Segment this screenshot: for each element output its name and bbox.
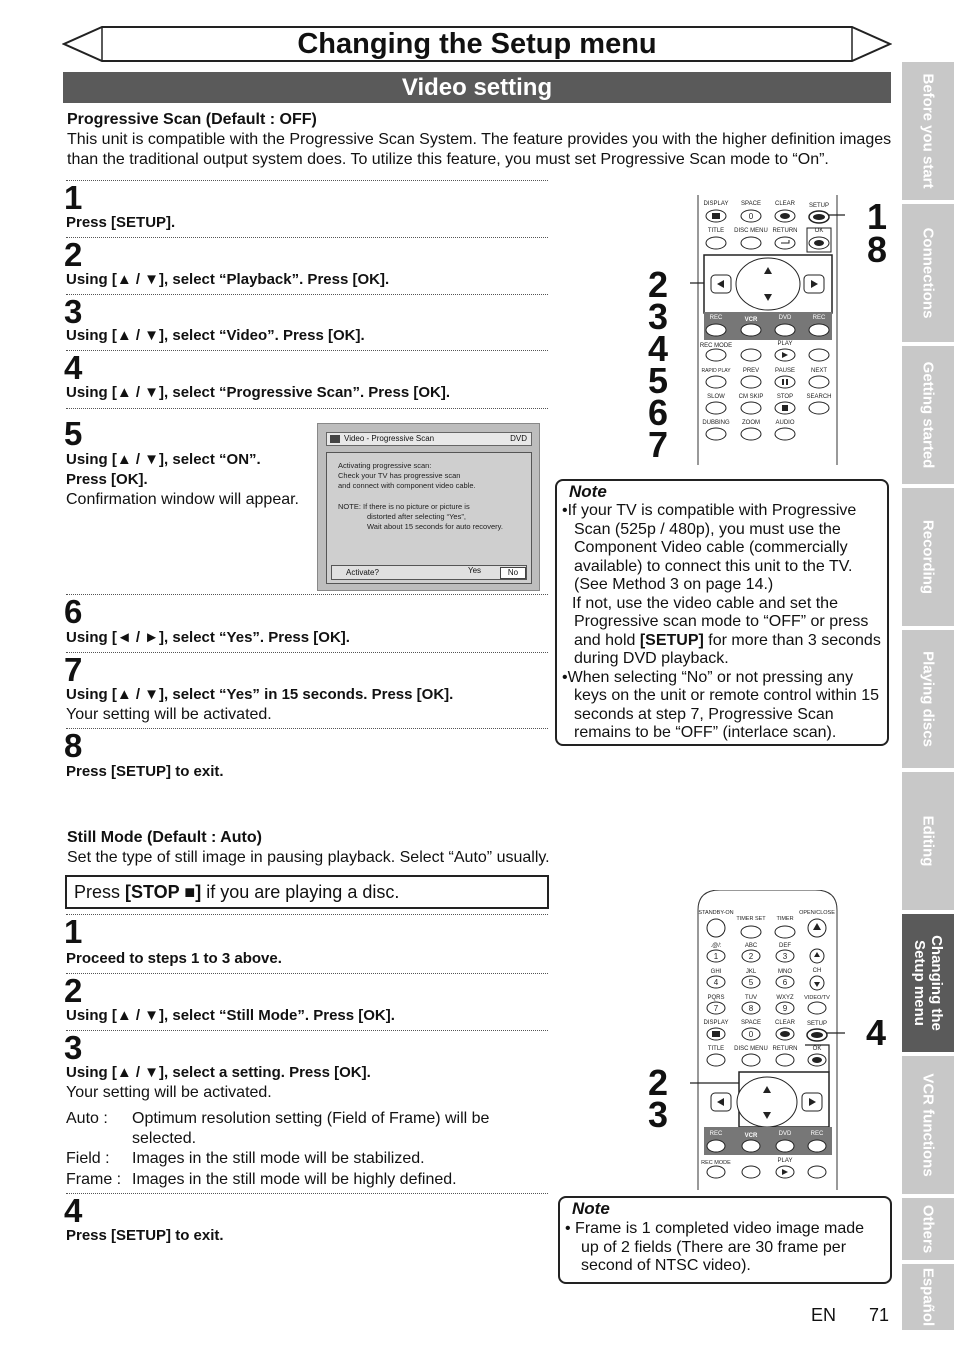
remote-key-label: DUBBING — [702, 420, 730, 426]
remote-key-label: CLEAR — [774, 201, 796, 207]
still-heading: Still Mode (Default : Auto) — [67, 829, 262, 846]
step-number: 4 — [64, 349, 83, 386]
remote-key-label: REC MODE — [699, 343, 733, 349]
svg-text:5: 5 — [748, 978, 754, 987]
svg-text:1: 1 — [713, 952, 719, 961]
remote-key-label: TUV — [745, 995, 757, 1001]
callout-step: 6 — [648, 392, 669, 433]
step-number: 5 — [64, 415, 83, 452]
instruction-text: if you are playing a disc. — [201, 882, 400, 902]
remote-key-label: 0 — [748, 212, 754, 221]
divider — [66, 594, 548, 595]
step-instruction: Using [▲ / ▼], select “Playback”. Press [OK]. — [66, 271, 390, 288]
language-code: EN — [811, 1305, 837, 1325]
remote-key-label: RETURN — [772, 228, 798, 234]
osd-note-line: NOTE: If there is no picture or picture is — [338, 502, 470, 511]
osd-line: and connect with component video cable. — [338, 481, 476, 490]
svg-text:0: 0 — [748, 1030, 754, 1039]
callout-step: 3 — [648, 296, 669, 337]
remote-key-label: ZOOM — [742, 420, 760, 426]
remote-key-label: DEF — [779, 943, 791, 949]
stop-disc-instruction — [65, 875, 549, 909]
section-heading: Video setting — [63, 72, 891, 103]
step-number: 1 — [64, 913, 83, 950]
callout-step: 5 — [648, 360, 669, 401]
cursor-pad — [736, 258, 800, 310]
remote-key-label: DISC MENU — [734, 1046, 768, 1052]
remote-key-label: REC — [709, 1131, 723, 1137]
remote-key-label: SETUP — [806, 1021, 828, 1027]
remote-key-label: DISC MENU — [734, 228, 768, 234]
note-paragraph — [562, 595, 882, 669]
tab-label: Others — [919, 1204, 937, 1254]
osd-note-line: distorted after selecting “Yes”, — [367, 512, 466, 521]
disc-menu-button — [741, 237, 761, 249]
remote-key-label: NEXT — [810, 368, 828, 374]
remote-key-label: DISPLAY — [703, 201, 729, 207]
divider — [66, 294, 548, 295]
tab-label: VCR functions — [919, 1073, 937, 1177]
option-key: Auto : — [66, 1110, 108, 1127]
step-result: Confirmation window will appear. — [66, 491, 299, 508]
step-instruction: Press [SETUP] to exit. — [66, 1227, 224, 1244]
osd-message-panel — [326, 452, 532, 584]
remote-key-label: REC — [709, 315, 723, 321]
remote-key-label: VCR — [744, 1133, 758, 1139]
step-number: 2 — [64, 236, 83, 273]
step-number: 4 — [64, 1192, 83, 1229]
remote-control-diagram-1 — [690, 195, 845, 465]
step-instruction: Using [▲ / ▼], select “Still Mode”. Press [OK]. — [66, 1007, 395, 1024]
svg-text:9: 9 — [782, 1004, 788, 1013]
step-instruction: Using [▲ / ▼], select a setting. Press [OK]. — [66, 1064, 371, 1081]
step-number: 6 — [64, 593, 83, 630]
tab-editing[interactable] — [902, 772, 954, 910]
option-key: Frame : — [66, 1171, 122, 1188]
remote-key-label: PREV — [742, 368, 760, 374]
remote-key-label: DVD — [778, 1131, 792, 1137]
callout-step: 2 — [648, 264, 669, 305]
divider — [66, 1030, 548, 1031]
remote-key-label: REC — [810, 1131, 824, 1137]
callout-step: 3 — [648, 1094, 669, 1135]
option-desc: Images in the still mode will be highly defined. — [132, 1171, 457, 1188]
remote-key-label: DISPLAY — [703, 1020, 729, 1026]
remote-key-label: OK — [814, 228, 824, 234]
remote-key-label: OPEN/CLOSE — [799, 910, 835, 916]
remote-key-label: TIMER — [776, 916, 794, 922]
remote-key-label: VCR — [744, 317, 758, 323]
progressive-heading: Progressive Scan (Default : OFF) — [67, 111, 317, 128]
callout-step: 8 — [867, 229, 888, 270]
note-box-progressive — [555, 479, 889, 746]
osd-line: Activating progressive scan: — [338, 461, 432, 470]
step-number: 3 — [64, 1029, 83, 1066]
svg-text:6: 6 — [782, 978, 788, 987]
tab-getting-started[interactable] — [902, 346, 954, 484]
option-desc: Optimum resolution setting (Field of Frame) will be — [132, 1110, 490, 1127]
tab-label: Before you start — [919, 73, 937, 189]
progressive-intro: This unit is compatible with the Progressive Scan System. The feature provides you with the higher definition images than the traditional output system does. To utilize this feature, you must set Progressive Scan mode to “On”. — [67, 131, 892, 168]
callout-step: 4 — [648, 328, 669, 369]
note-title: Note — [572, 1199, 610, 1218]
remote-key-label: PLAY — [777, 341, 793, 347]
remote-key-label: OK — [812, 1046, 822, 1052]
step-instruction: Using [▲ / ▼], select “Video”. Press [OK]. — [66, 327, 365, 344]
svg-text:2: 2 — [748, 952, 754, 961]
osd-titlebar — [326, 432, 532, 446]
remote-key-label: SETUP — [808, 203, 830, 209]
remote-key-label: .@/: — [710, 943, 722, 949]
note-text: for more than 3 seconds during DVD playback. — [574, 631, 881, 667]
step-instruction: Press [SETUP]. — [66, 214, 176, 231]
osd-title: Video - Progressive Scan — [344, 434, 435, 443]
divider — [66, 914, 548, 915]
option-key: Field : — [66, 1150, 110, 1167]
svg-text:7: 7 — [713, 1004, 719, 1013]
title-button — [706, 237, 726, 249]
page-number: 71 — [869, 1305, 890, 1325]
remote-key-label: RAPID PLAY — [701, 368, 731, 374]
page-title: Changing the Setup menu — [297, 28, 657, 60]
remote-key-label: DVD — [778, 315, 792, 321]
remote-key-label: MNO — [778, 969, 792, 975]
note-text: If not, use the video cable and set the Progressive scan mode to “OFF” or press and hold — [572, 594, 869, 649]
remote-key-label: CH — [812, 968, 822, 974]
svg-text:8: 8 — [748, 1004, 754, 1013]
step-instruction: Using [▲ / ▼], select “Progressive Scan”. Press [OK]. — [66, 384, 450, 401]
step-number: 8 — [64, 727, 83, 764]
callout-step: 1 — [867, 196, 888, 237]
tab-label: Editing — [919, 815, 937, 867]
divider — [66, 973, 548, 974]
remote-key-label: SEARCH — [806, 394, 832, 400]
remote-control-diagram-2 — [690, 890, 845, 1190]
tab-playing-discs[interactable] — [902, 630, 954, 768]
remote-key-label: STANDBY-ON — [698, 910, 734, 916]
tab-vcr-functions[interactable] — [902, 1056, 954, 1194]
remote-key-label: PQRS — [707, 995, 725, 1001]
stop-key-label: [STOP ■] — [125, 882, 202, 902]
divider — [66, 408, 548, 409]
note-paragraph: • Frame is 1 completed video image made up of 2 fields (There are 30 frame per second of NTSC video). — [565, 1220, 865, 1274]
remote-key-label: AUDIO — [775, 420, 795, 426]
still-intro: Set the type of still image in pausing playback. Select “Auto” usually. — [67, 849, 550, 866]
instruction-text: Press — [74, 882, 126, 902]
remote-key-label: TITLE — [707, 228, 725, 234]
remote-key-label: ABC — [744, 943, 758, 949]
callout-step: 4 — [866, 1012, 887, 1053]
osd-activate-row — [331, 565, 527, 580]
tab-recording[interactable] — [902, 488, 954, 626]
svg-text:4: 4 — [713, 978, 719, 987]
tab-label: Español — [919, 1267, 937, 1327]
note-paragraph: •When selecting “No” or not pressing any keys on the unit or remote control within 15 seconds at step 7, Progressive Scan remains to be “OFF” (interlace scan). — [562, 668, 880, 741]
osd-line: Check your TV has progressive scan — [338, 471, 461, 480]
remote-key-label: PLAY — [777, 1158, 793, 1164]
step-number: 1 — [64, 179, 83, 216]
tab-label: Connections — [919, 227, 937, 319]
osd-yes-option[interactable]: Yes — [468, 566, 482, 575]
step-result: Your setting will be activated. — [66, 706, 272, 723]
step-instruction: Proceed to steps 1 to 3 above. — [66, 950, 282, 967]
note-paragraph: •If your TV is compatible with Progressive Scan (525p / 480p), you must use the Component Video cable (commercially available) to connect this unit to the TV. (See Method 3 on page 14.) — [562, 502, 857, 593]
tab-changing-the-setup-menu[interactable] — [902, 914, 954, 1052]
tab-espanol[interactable] — [902, 1264, 954, 1330]
divider — [66, 652, 548, 653]
osd-confirmation-window — [317, 423, 540, 591]
remote-key-label: VIDEO/TV — [804, 995, 830, 1001]
note-title: Note — [569, 482, 607, 501]
note-body — [565, 1220, 885, 1276]
step-number: 3 — [64, 293, 83, 330]
remote-key-label: WXYZ — [776, 995, 794, 1001]
option-desc: selected. — [132, 1130, 197, 1147]
callout-step: 2 — [648, 1062, 669, 1103]
remote-key-label: TIMER SET — [736, 916, 766, 922]
osd-dvd-badge: DVD — [510, 434, 527, 443]
note-emphasis: [SETUP] — [639, 631, 704, 649]
divider — [66, 1193, 548, 1194]
option-desc: Images in the still mode will be stabilized. — [132, 1150, 425, 1167]
note-box-still — [558, 1196, 892, 1284]
remote-key-label: PAUSE — [775, 368, 795, 374]
step-number: 2 — [64, 972, 83, 1009]
step-instruction: Press [OK]. — [66, 471, 148, 488]
remote-key-label: GHI — [710, 969, 722, 975]
callout-step: 7 — [648, 424, 669, 465]
tab-others[interactable] — [902, 1198, 954, 1260]
step-result: Your setting will be activated. — [66, 1084, 272, 1101]
tab-label: Changing the Setup menu — [911, 935, 945, 1031]
osd-no-option[interactable]: No — [500, 567, 526, 579]
play-icon — [330, 435, 340, 443]
remote-key-label: REC MODE — [701, 1160, 731, 1166]
tab-connections[interactable] — [902, 204, 954, 342]
step-instruction: Using [▲ / ▼], select “ON”. — [66, 451, 261, 468]
divider — [66, 180, 548, 181]
divider — [66, 728, 548, 729]
osd-prompt: Activate? — [346, 568, 379, 577]
tab-label: Playing discs — [919, 651, 937, 747]
remote-key-label: CM SKIP — [738, 394, 764, 400]
step-instruction: Press [SETUP] to exit. — [66, 763, 224, 780]
step-instruction: Using [▲ / ▼], select “Yes” in 15 seconds. Press [OK]. — [66, 686, 454, 703]
svg-text:3: 3 — [782, 952, 788, 961]
stop-icon — [782, 405, 788, 411]
remote-key-label: TITLE — [707, 1046, 725, 1052]
remote-key-label: STOP — [776, 394, 794, 400]
step-number: 7 — [64, 651, 83, 688]
step-instruction: Using [◄ / ►], select “Yes”. Press [OK]. — [66, 629, 350, 646]
note-body — [562, 502, 882, 743]
remote-key-label: SPACE — [741, 1020, 761, 1026]
remote-key-label: SPACE — [741, 201, 761, 207]
remote-key-label: RETURN — [772, 1046, 798, 1052]
remote-key-label: REC — [812, 315, 826, 321]
tab-label: Recording — [919, 519, 937, 595]
remote-key-label: CLEAR — [774, 1020, 796, 1026]
tab-before-you-start[interactable] — [902, 62, 954, 200]
remote-key-label: JKL — [745, 969, 757, 975]
divider — [66, 237, 548, 238]
divider — [66, 350, 548, 351]
remote-key-label: SLOW — [707, 394, 725, 400]
osd-note-line: Wait about 15 seconds for auto recovery. — [367, 522, 503, 531]
tab-label: Getting started — [919, 361, 937, 469]
